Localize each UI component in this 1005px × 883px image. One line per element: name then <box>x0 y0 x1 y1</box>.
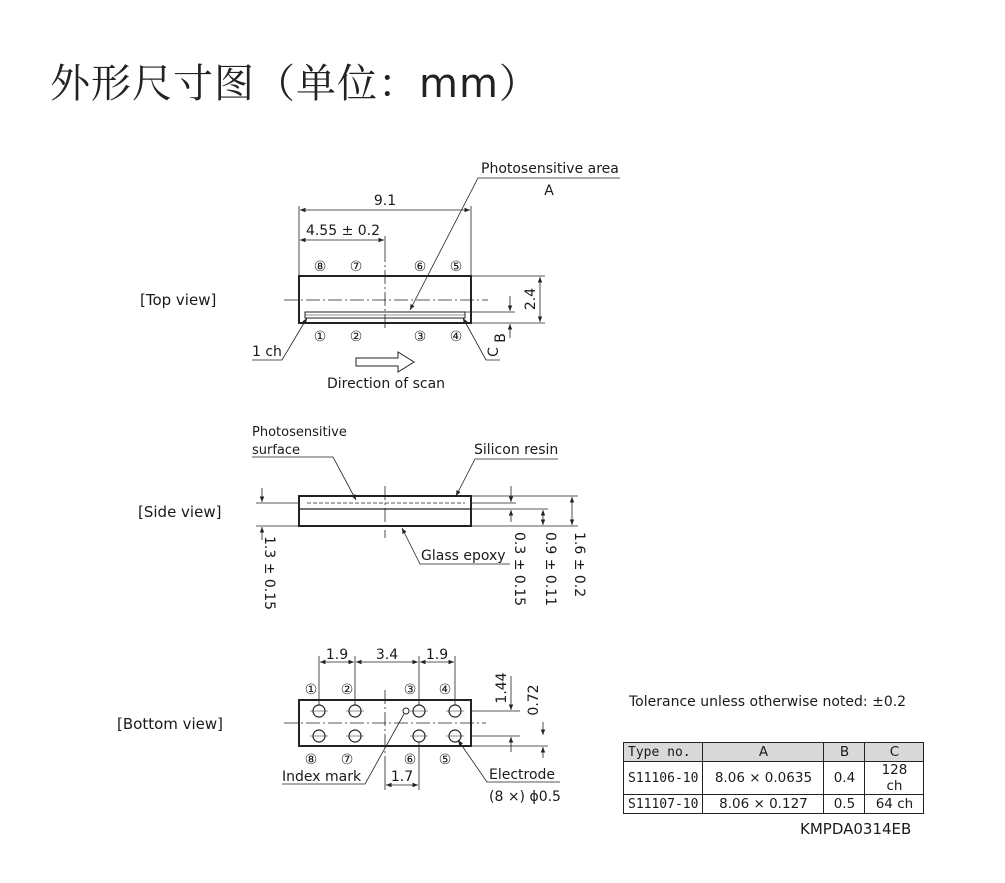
dim-1-9-right: 1.9 <box>425 647 449 663</box>
label-silicon-resin: Silicon resin <box>474 442 559 458</box>
bottom-pin-1: ① <box>304 682 318 698</box>
table-cell: 64 ch <box>865 795 924 814</box>
dim-width: 9.1 <box>373 193 397 209</box>
label-direction-of-scan: Direction of scan <box>326 376 446 392</box>
bottom-pin-3: ③ <box>403 682 417 698</box>
label-electrode-size: (8 ×) ϕ0.5 <box>489 789 561 805</box>
bottom-pin-2: ② <box>340 682 354 698</box>
table-header: C <box>865 743 924 762</box>
dim-half-width: 4.55 ± 0.2 <box>305 223 381 239</box>
table-cell: 128 ch <box>865 762 924 795</box>
top-view-drawing <box>252 178 620 372</box>
dim-1-9-left: 1.9 <box>325 647 349 663</box>
dim-3-4: 3.4 <box>375 647 399 663</box>
label-glass-epoxy: Glass epoxy <box>421 548 506 564</box>
bottom-view-label: [Bottom view] <box>117 715 224 733</box>
table-header: B <box>824 743 865 762</box>
label-photosensitive-surface-line2: surface <box>252 443 301 458</box>
top-pin-3: ③ <box>413 329 427 345</box>
dim-0-72: 0.72 <box>526 684 542 716</box>
dim-1-6: 1.6 ± 0.2 <box>571 532 587 598</box>
index-mark-dot <box>403 708 409 714</box>
electrode-group <box>310 705 464 742</box>
top-pin-8: ⑧ <box>313 259 327 275</box>
label-b: B <box>493 333 509 343</box>
dim-1-44: 1.44 <box>494 672 510 704</box>
top-pin-1: ① <box>313 329 327 345</box>
dim-1-3: 1.3 ± 0.15 <box>261 536 277 611</box>
tolerance-note: Tolerance unless otherwise noted: ±0.2 <box>629 694 907 710</box>
dim-0-9: 0.9 ± 0.11 <box>542 532 558 607</box>
bottom-pin-6: ⑥ <box>403 752 417 768</box>
top-pin-2: ② <box>349 329 363 345</box>
bottom-pin-7: ⑦ <box>340 752 354 768</box>
dim-0-3: 0.3 ± 0.15 <box>511 532 527 607</box>
table-cell: 0.5 <box>824 795 865 814</box>
table-cell: 0.4 <box>824 762 865 795</box>
drawing-code: KMPDA0314EB <box>800 820 912 838</box>
table-header: A <box>703 743 824 762</box>
bottom-pin-5: ⑤ <box>438 752 452 768</box>
table-cell: S11106-10 <box>624 762 703 795</box>
table-row <box>624 762 924 795</box>
label-photosensitive-area: Photosensitive area <box>481 161 619 177</box>
table-cell: 8.06 × 0.127 <box>703 795 824 814</box>
top-pin-5: ⑤ <box>449 259 463 275</box>
label-electrode: Electrode <box>489 767 556 783</box>
side-view-label: [Side view] <box>138 503 222 521</box>
spec-table <box>623 742 924 814</box>
dim-height: 2.4 <box>523 287 539 311</box>
table-header: Type no. <box>624 743 703 762</box>
table-header-row <box>624 743 924 762</box>
label-index-mark: Index mark <box>282 769 362 785</box>
top-pin-6: ⑥ <box>413 259 427 275</box>
label-1ch: 1 ch <box>252 344 282 360</box>
table-cell: 8.06 × 0.0635 <box>703 762 824 795</box>
top-pin-7: ⑦ <box>349 259 363 275</box>
label-c: C <box>486 347 502 357</box>
table-row <box>624 795 924 814</box>
dim-1-7: 1.7 <box>390 769 414 785</box>
top-view-label: [Top view] <box>140 291 217 309</box>
side-view-drawing <box>252 457 578 564</box>
top-pin-4: ④ <box>449 329 463 345</box>
bottom-pin-4: ④ <box>438 682 452 698</box>
label-photosensitive-surface-line1: Photosensitive <box>252 425 347 440</box>
label-a: A <box>544 183 554 199</box>
table-cell: S11107-10 <box>624 795 703 814</box>
bottom-pin-8: ⑧ <box>304 752 318 768</box>
page-title: 外形尺寸图（单位：mm） <box>50 61 540 107</box>
